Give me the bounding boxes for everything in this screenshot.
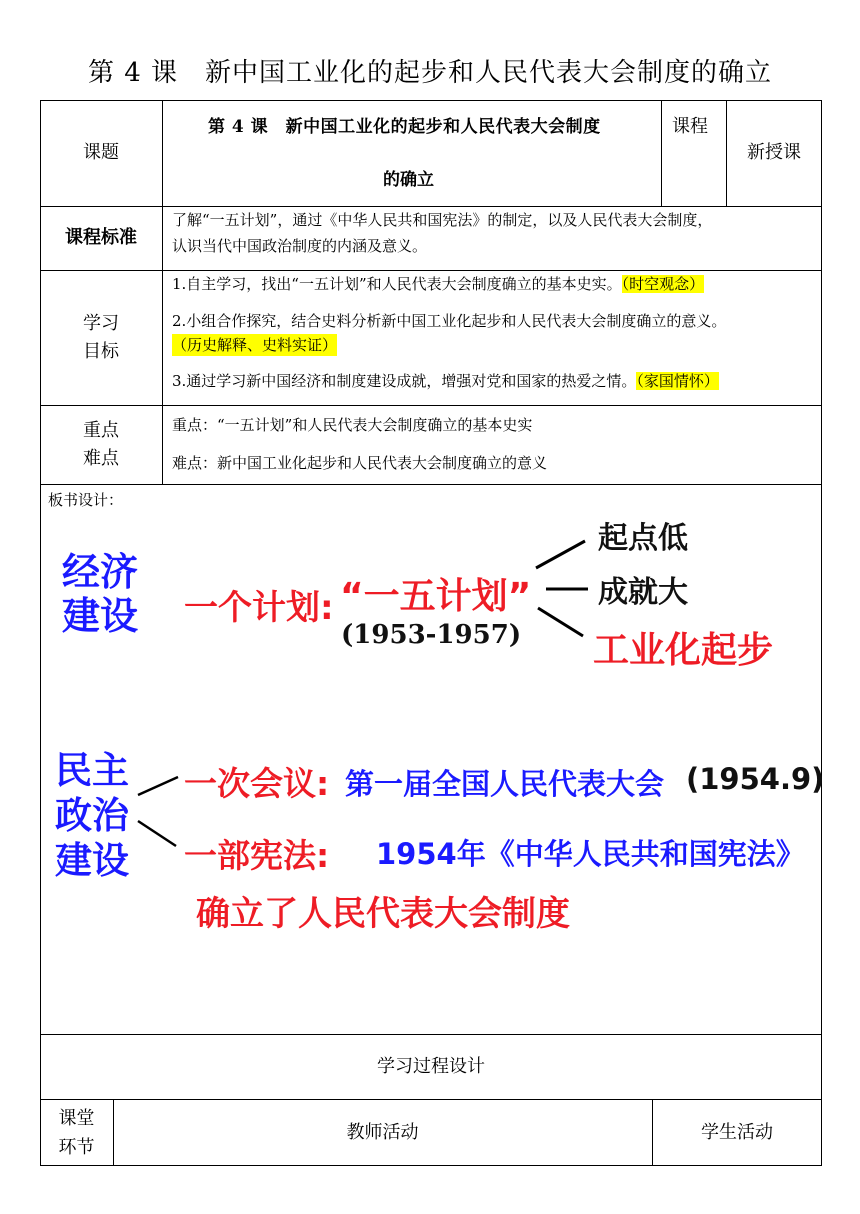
objective-1 — [172, 273, 704, 295]
standard-label: 课程标准 — [65, 227, 137, 248]
objective-2 — [172, 310, 726, 332]
plan-name: “一五计划” — [340, 576, 532, 617]
keypoints-label — [40, 417, 162, 473]
course-type-value: 新授课 — [747, 142, 801, 163]
const-text: 1954年《中华人民共和国宪法》 — [376, 837, 805, 871]
process-col-stage-line2: 环节 — [58, 1137, 95, 1158]
board-heading: 板书设计： — [48, 491, 124, 509]
branch-1: 起点低 — [598, 521, 688, 556]
objective-2-text: 2.小组合作探究，结合史料分析新中国工业化起步和人民代表大会制度确立的意义。 — [172, 312, 727, 330]
conclusion: 确立了人民代表大会制度 — [196, 894, 570, 934]
objectives-label — [40, 310, 162, 366]
objectives-label-line1: 学习 — [83, 313, 119, 334]
plan-label: 一个计划: — [184, 588, 334, 628]
process-col-student: 学生活动 — [701, 1122, 773, 1143]
col-divider — [661, 100, 662, 206]
const-label: 一部宪法: — [184, 836, 330, 875]
topic-title-line2: 的确立 — [383, 170, 434, 190]
row-divider — [40, 270, 822, 271]
row-divider — [40, 1034, 822, 1035]
objective-1-tag: （时空观念） — [621, 275, 705, 293]
meeting-label: 一次会议: — [184, 764, 330, 803]
process-col-stage-line1: 课堂 — [58, 1108, 95, 1129]
pol-label-line2: 政治 — [55, 794, 129, 837]
econ-label-line2: 建设 — [62, 594, 139, 638]
standard-line1: 了解“一五计划”，通过《中华人民共和国宪法》的制定，以及人民代表大会制度， — [172, 211, 713, 229]
row-divider — [40, 484, 822, 485]
row-divider — [40, 405, 822, 406]
branch-3: 工业化起步 — [593, 630, 774, 671]
pol-label-line3: 建设 — [55, 839, 129, 882]
objective-3-text: 3.通过学习新中国经济和制度建设成就，增强对党和国家的热爱之情。 — [172, 372, 637, 390]
col-divider — [162, 100, 163, 484]
pol-label-line1: 民主 — [55, 749, 129, 792]
meeting-text: 第一届全国人民代表大会 — [345, 767, 665, 801]
key-point: 重点：“一五计划”和人民代表大会制度确立的基本史实 — [172, 416, 533, 434]
econ-label-line1: 经济 — [62, 550, 139, 594]
standard-line2: 认识当代中国政治制度的内涵及意义。 — [172, 237, 428, 255]
objective-1-text: 1.自主学习，找出“一五计划”和人民代表大会制度确立的基本史实。 — [172, 275, 622, 293]
process-title: 学习过程设计 — [377, 1056, 485, 1077]
process-col-teacher: 教师活动 — [346, 1122, 419, 1143]
page-title: 第 4 课 新中国工业化的起步和人民代表大会制度的确立 — [87, 58, 773, 88]
difficult-point: 难点：新中国工业化起步和人民代表大会制度确立的意义 — [172, 454, 548, 472]
pol-label — [55, 748, 129, 883]
keypoints-label-line2: 难点 — [83, 448, 119, 469]
row-divider — [40, 206, 822, 207]
econ-label — [62, 550, 138, 638]
keypoints-label-line1: 重点 — [83, 420, 119, 441]
process-col-stage — [40, 1104, 113, 1162]
objective-2-tag: （历史解释、史料实证） — [172, 336, 338, 354]
course-type-label: 课程 — [672, 116, 708, 137]
objective-3 — [172, 370, 719, 392]
topic-label: 课题 — [83, 142, 119, 163]
row-divider — [40, 1099, 822, 1100]
topic-title-line1: 第 4 课 新中国工业化的起步和人民代表大会制度 — [208, 117, 601, 137]
objective-3-tag: （家国情怀） — [636, 372, 719, 390]
meeting-date: (1954.9) — [686, 762, 825, 796]
objectives-label-line2: 目标 — [83, 341, 119, 362]
plan-years: (1953-1957) — [341, 620, 522, 650]
branch-2: 成就大 — [598, 575, 688, 610]
